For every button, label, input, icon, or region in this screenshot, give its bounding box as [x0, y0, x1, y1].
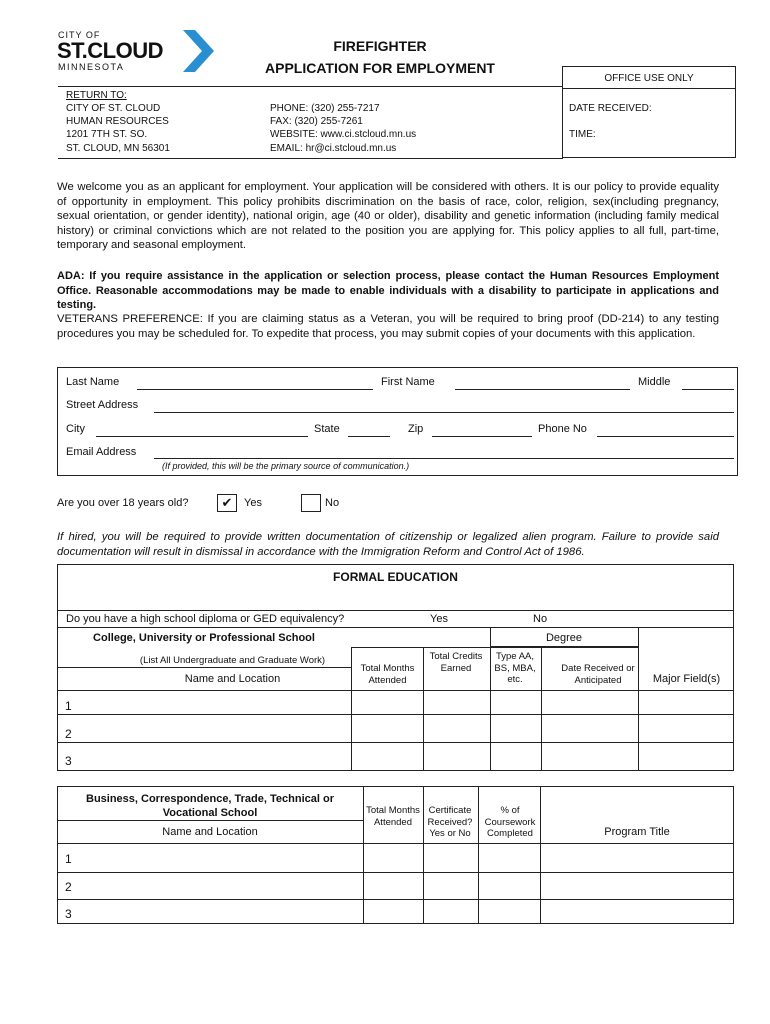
phone-field[interactable] [597, 436, 734, 437]
first-name-label: First Name [381, 376, 435, 388]
return-to-line3: 1201 7TH ST. SO. [66, 129, 148, 140]
email-note: (If provided, this will be the primary source of communication.) [162, 461, 410, 471]
diploma-no-label: No [533, 613, 548, 625]
time-label: TIME: [569, 129, 596, 140]
vocational-row-1[interactable]: 1 [65, 852, 72, 866]
return-to-line1: CITY OF ST. CLOUD [66, 103, 161, 114]
return-to-line2: HUMAN RESOURCES [66, 116, 169, 127]
return-to-line4: ST. CLOUD, MN 56301 [66, 143, 170, 154]
diploma-yes-label: Yes [430, 613, 448, 625]
city-label: City [66, 423, 85, 435]
contact-email: EMAIL: hr@ci.stcloud.mn.us [270, 143, 397, 154]
date-received-header: Date Received or Anticipated [561, 663, 635, 686]
college-title: College, University or Professional School [93, 632, 315, 644]
diploma-question: Do you have a high school diploma or GED equivalency? [66, 613, 345, 625]
zip-field[interactable] [432, 436, 532, 437]
program-title-header: Program Title [604, 826, 670, 838]
middle-field[interactable] [682, 389, 734, 390]
age-yes-checkbox[interactable]: ✔ [217, 494, 237, 512]
vocational-total-months-header: Total Months Attended [366, 805, 420, 828]
last-name-label: Last Name [66, 376, 120, 388]
vocational-row-2[interactable]: 2 [65, 880, 72, 894]
return-to-label: RETURN TO: [66, 90, 127, 101]
formal-education-title: FORMAL EDUCATION [333, 570, 458, 584]
ada-paragraph: ADA: If you require assistance in the application or selection process, please contact the Human Resources Employment Office. Reasonable accommodations may be made to enable individuals with a disability to participate in applications and testing. [57, 270, 719, 312]
college-row-3[interactable]: 3 [65, 754, 72, 768]
certificate-header: Certificate Received? Yes or No [427, 805, 473, 839]
email-field[interactable] [154, 458, 734, 459]
first-name-field[interactable] [455, 389, 630, 390]
contact-fax: FAX: (320) 255-7261 [270, 116, 363, 127]
state-label: State [314, 423, 340, 435]
phone-label: Phone No [538, 423, 587, 435]
age-question-label: Are you over 18 years old? [57, 497, 189, 509]
college-list-note: (List All Undergraduate and Graduate Work) [139, 655, 326, 666]
email-label: Email Address [66, 446, 137, 458]
logo-minnesota: MINNESOTA [58, 62, 125, 72]
age-no-checkbox[interactable] [301, 494, 321, 512]
degree-type-header: Type AA, BS, MBA, etc. [494, 651, 536, 685]
street-address-label: Street Address [66, 399, 139, 411]
contact-phone: PHONE: (320) 255-7217 [270, 103, 380, 114]
vocational-name-location-header: Name and Location [162, 826, 258, 838]
citizenship-note: If hired, you will be required to provide written documentation of citizenship or legalized alien program. Failure to provide said documentation will result in dismissal in accordance with the Immigration Reform and Control Act of 1986. [57, 531, 719, 558]
middle-label: Middle [638, 376, 671, 388]
intro-paragraph: We welcome you as an applicant for employment. Your application will be considered with others. It is our policy to provide equality of opportunity in employment. This policy prohibits discrimination on the basis of race, color, religion, sex(including pregnancy, sexual orientation, or gender identity), national origin, age (40 or older), disability and genetic information (including family medical history) or criminal convictions which are not related to the position you are applying for. This policy applies to all full, part-time, temporary and seasonal employment. [57, 181, 719, 252]
office-use-title: OFFICE USE ONLY [604, 73, 694, 84]
college-row-2[interactable]: 2 [65, 727, 72, 741]
logo-city-of: CITY OF [58, 30, 101, 40]
last-name-field[interactable] [137, 389, 373, 390]
veterans-paragraph: VETERANS PREFERENCE: If you are claiming status as a Veteran, you will be required to bring proof (DD-214) to any testing procedures you may be scheduled for. To expedite that process, you may submit copies of your documents with this application. [57, 313, 719, 340]
street-address-field[interactable] [154, 412, 734, 413]
college-name-location-header: Name and Location [184, 673, 281, 685]
age-yes-label: Yes [244, 497, 262, 509]
major-field-header: Major Field(s) [652, 673, 721, 685]
page-subtitle: APPLICATION FOR EMPLOYMENT [265, 60, 495, 76]
logo-st-cloud: ST.CLOUD [57, 38, 163, 63]
college-row-1[interactable]: 1 [65, 699, 72, 713]
city-field[interactable] [96, 436, 308, 437]
zip-label: Zip [408, 423, 424, 435]
state-field[interactable] [348, 436, 390, 437]
page-title: FIREFIGHTER [333, 38, 427, 54]
coursework-header: % of Coursework Completed [484, 805, 536, 839]
vocational-row-3[interactable]: 3 [65, 907, 72, 921]
date-received-label: DATE RECEIVED: [569, 103, 652, 114]
logo-chevron-icon [183, 30, 215, 72]
total-months-header: Total Months Attended [360, 663, 415, 686]
total-credits-header: Total Credits Earned [429, 651, 483, 674]
vocational-title: Business, Correspondence, Trade, Technical or Vocational School [86, 793, 334, 819]
degree-label: Degree [545, 632, 583, 644]
contact-website: WEBSITE: www.ci.stcloud.mn.us [270, 129, 417, 140]
age-no-label: No [325, 497, 340, 509]
